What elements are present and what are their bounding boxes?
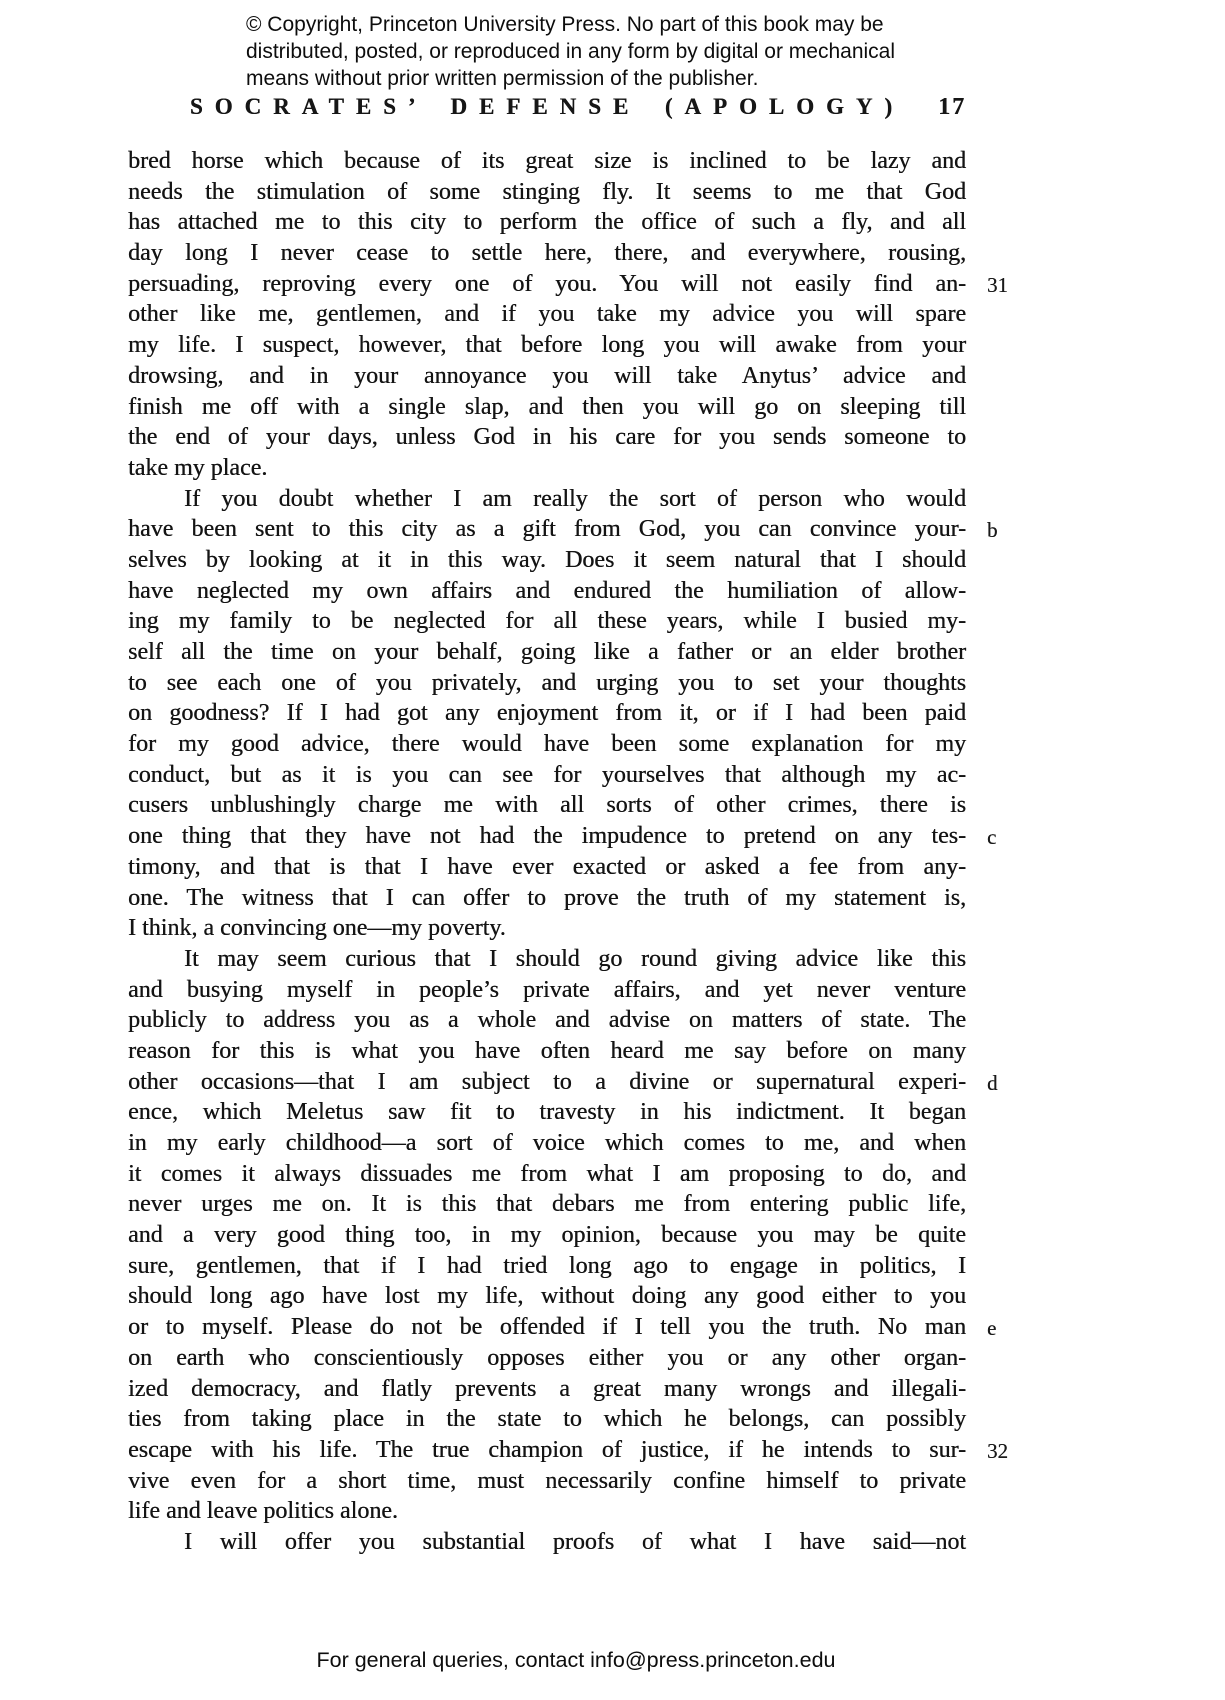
text-line: reason for this is what you have often heard me say before on many: [128, 1037, 966, 1064]
text-line: on earth who conscientiously opposes either you or any other organ-: [128, 1344, 966, 1371]
text-line: ing my family to be neglected for all these years, while I busied my-: [128, 608, 966, 635]
text-line: bred horse which because of its great size is inclined to be lazy and: [128, 148, 966, 174]
text-line: one. The witness that I can offer to prove the truth of my statement is,: [128, 884, 966, 911]
text-line: publicly to address you as a whole and advise on matters of state. The: [128, 1007, 966, 1034]
text-line: it comes it always dissuades me from what I am proposing to do, and: [128, 1160, 966, 1187]
text-line: my life. I suspect, however, that before long you will awake from your: [128, 332, 966, 359]
text-line: cusers unblushingly charge me with all sorts of other crimes, there is: [128, 792, 966, 819]
text-line: or to myself. Please do not be offended if I tell you the truth. No man e: [128, 1312, 966, 1343]
copyright-line: © Copyright, Princeton University Press. No part of this book may be: [246, 13, 884, 36]
footer-contact: [0, 1648, 1152, 1673]
text-line: to see each one of you privately, and urging you to set your thoughts: [128, 669, 966, 696]
stephanus-margin-note: c: [987, 825, 997, 850]
text-line: I will offer you substantial proofs of what I have said—not: [184, 1528, 966, 1555]
text-line: take my place.: [128, 454, 268, 481]
text-line: other occasions—that I am subject to a divine or supernatural experi- d: [128, 1067, 966, 1098]
text-line: ence, which Meletus saw fit to travesty in his indictment. It began: [128, 1099, 966, 1126]
stephanus-margin-note: 31: [987, 272, 1008, 297]
stephanus-margin-note: b: [987, 518, 998, 543]
copyright-line: distributed, posted, or reproduced in any form by digital or mechanical: [246, 40, 896, 63]
text-line: the end of your days, unless God in his care for you sends someone to: [128, 424, 966, 451]
text-line: other like me, gentlemen, and if you take my advice you will spare: [128, 301, 966, 328]
page-number: 17: [938, 94, 966, 120]
chapter-title: SOCRATES’ DEFENSE (APOLOGY): [189, 94, 905, 119]
text-line: selves by looking at it in this way. Does it seem natural that I should: [128, 546, 966, 573]
stephanus-margin-note: d: [987, 1070, 998, 1095]
text-line: sure, gentlemen, that if I had tried long ago to engage in politics, I: [128, 1252, 966, 1279]
copyright-notice: [246, 11, 895, 92]
text-line: on goodness? If I had got any enjoyment from it, or if I had been paid: [128, 700, 966, 727]
footer-text: For general queries, contact info@press.princeton.edu: [316, 1648, 836, 1672]
text-line: life and leave politics alone.: [128, 1498, 398, 1525]
stephanus-margin-note: e: [987, 1316, 997, 1341]
text-line: needs the stimulation of some stinging fly. It seems to me that God: [128, 178, 966, 205]
text-line: conduct, but as it is you can see for yourselves that although my ac-: [128, 761, 966, 788]
text-line: I think, a convincing one—my poverty.: [128, 915, 506, 942]
text-line: persuading, reproving every one of you. You will not easily find an- 31: [128, 269, 966, 300]
text-line: should long ago have lost my life, without doing any good either to you: [128, 1283, 966, 1310]
text-line: have been sent to this city as a gift from God, you can convince your- b: [128, 514, 966, 545]
body-text: [128, 146, 1008, 1558]
text-line: never urges me on. It is this that debars me from entering public life,: [128, 1191, 966, 1218]
text-line: has attached me to this city to perform the office of such a fly, and all: [128, 209, 966, 236]
text-line: ized democracy, and flatly prevents a great many wrongs and illegali-: [128, 1375, 966, 1402]
text-line: one thing that they have not had the impudence to pretend on any tes- c: [128, 821, 966, 852]
text-line: drowsing, and in your annoyance you will take Anytus’ advice and: [128, 362, 966, 389]
running-head: [128, 94, 966, 128]
text-line: for my good advice, there would have been some explanation for my: [128, 731, 966, 758]
text-line: It may seem curious that I should go round giving advice like this: [184, 945, 966, 972]
text-line: self all the time on your behalf, going like a father or an elder brother: [128, 639, 966, 665]
text-line: timony, and that is that I have ever exacted or asked a fee from any-: [128, 853, 966, 880]
text-line: vive even for a short time, must necessarily confine himself to private: [128, 1467, 966, 1494]
text-line: day long I never cease to settle here, there, and everywhere, rousing,: [128, 240, 966, 267]
text-line: and busying myself in people’s private affairs, and yet never venture: [128, 976, 966, 1003]
text-line: and a very good thing too, in my opinion, because you may be quite: [128, 1222, 966, 1249]
copyright-line: means without prior written permission of the publisher.: [246, 67, 759, 90]
text-line: have neglected my own affairs and endured the humiliation of allow-: [128, 577, 966, 604]
stephanus-margin-note: 32: [987, 1438, 1008, 1463]
text-line: escape with his life. The true champion of justice, if he intends to sur- 32: [128, 1435, 966, 1466]
text-line: ties from taking place in the state to which he belongs, can possibly: [128, 1406, 966, 1433]
text-line: in my early childhood—a sort of voice which comes to me, and when: [128, 1130, 966, 1156]
text-line: finish me off with a single slap, and then you will go on sleeping till: [128, 393, 966, 420]
text-line: If you doubt whether I am really the sort of person who would: [184, 485, 966, 512]
